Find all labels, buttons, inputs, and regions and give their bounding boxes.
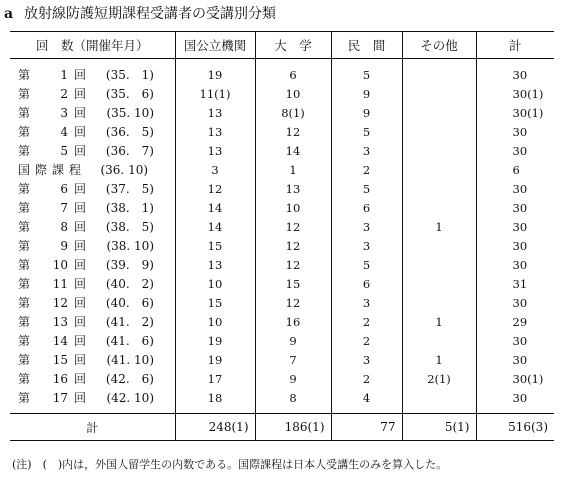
table-row bbox=[10, 59, 554, 85]
cell-total: 29 bbox=[476, 312, 554, 331]
header-national: 国公立機関 bbox=[175, 32, 255, 59]
round-number: 2 bbox=[60, 87, 68, 101]
round-ordinal-prefix: 第 bbox=[18, 296, 31, 310]
cell-university: 8 bbox=[255, 388, 331, 414]
table-row bbox=[10, 293, 554, 312]
round-ordinal-prefix: 第 bbox=[18, 277, 31, 291]
round-number: 9 bbox=[60, 239, 68, 253]
round-ordinal-prefix: 第 bbox=[18, 144, 31, 158]
cell-total: 31 bbox=[476, 274, 554, 293]
round-suffix: 回 bbox=[73, 334, 86, 348]
cell-university: 10 bbox=[255, 84, 331, 103]
round-cell bbox=[10, 350, 175, 369]
cell-other bbox=[402, 198, 476, 217]
cell-other: 1 bbox=[402, 312, 476, 331]
round-number: 14 bbox=[52, 334, 68, 348]
round-suffix: 回 bbox=[73, 106, 86, 120]
round-number: 11 bbox=[52, 277, 68, 291]
round-number: 10 bbox=[52, 258, 68, 272]
round-number: 17 bbox=[52, 391, 68, 405]
round-cell bbox=[10, 198, 175, 217]
cell-private: 9 bbox=[331, 84, 402, 103]
table-row bbox=[10, 388, 554, 414]
totals-total: 516(3) bbox=[476, 414, 554, 441]
totals-national: 248(1) bbox=[175, 414, 255, 441]
table-row bbox=[10, 331, 554, 350]
cell-university: 8(1) bbox=[255, 103, 331, 122]
cell-national: 19 bbox=[175, 59, 255, 85]
round-suffix: 回 bbox=[73, 201, 86, 215]
cell-private: 2 bbox=[331, 160, 402, 179]
cell-total: 30 bbox=[476, 236, 554, 255]
round-suffix: 回 bbox=[73, 277, 86, 291]
round-ordinal-prefix: 第 bbox=[18, 239, 31, 253]
round-date: (39. 9) bbox=[105, 258, 154, 272]
round-ordinal-prefix: 第 bbox=[18, 106, 31, 120]
round-ordinal-prefix: 第 bbox=[18, 68, 31, 82]
round-suffix: 回 bbox=[73, 239, 86, 253]
table-row bbox=[10, 312, 554, 331]
round-suffix: 回 bbox=[73, 296, 86, 310]
round-cell bbox=[10, 141, 175, 160]
cell-other bbox=[402, 255, 476, 274]
round-number: 16 bbox=[52, 372, 68, 386]
round-suffix: 回 bbox=[73, 353, 86, 367]
cell-total: 30 bbox=[476, 331, 554, 350]
cell-total: 30 bbox=[476, 179, 554, 198]
table-row bbox=[10, 255, 554, 274]
cell-other: 1 bbox=[402, 217, 476, 236]
round-date: (41. 2) bbox=[105, 315, 154, 329]
round-ordinal-prefix: 第 bbox=[18, 182, 31, 196]
cell-private: 2 bbox=[331, 331, 402, 350]
table-title-letter: a bbox=[4, 6, 14, 22]
table-title-text: 放射線防護短期課程受講者の受講別分類 bbox=[24, 6, 276, 22]
round-ordinal-prefix: 第 bbox=[18, 201, 31, 215]
round-cell bbox=[10, 255, 175, 274]
round-date: (36. 10) bbox=[100, 163, 149, 177]
round-cell bbox=[10, 293, 175, 312]
table-row bbox=[10, 274, 554, 293]
round-ordinal-prefix: 第 bbox=[18, 315, 31, 329]
round-cell bbox=[10, 331, 175, 350]
cell-university: 12 bbox=[255, 293, 331, 312]
cell-university: 12 bbox=[255, 255, 331, 274]
cell-total: 30 bbox=[476, 255, 554, 274]
table-row bbox=[10, 179, 554, 198]
cell-private: 5 bbox=[331, 179, 402, 198]
round-number: 4 bbox=[60, 125, 68, 139]
totals-other: 5(1) bbox=[402, 414, 476, 441]
header-total: 計 bbox=[476, 32, 554, 59]
table-row bbox=[10, 350, 554, 369]
round-ordinal-prefix: 第 bbox=[18, 220, 31, 234]
cell-private: 6 bbox=[331, 198, 402, 217]
round-date: (35. 10) bbox=[106, 106, 154, 120]
cell-other bbox=[402, 293, 476, 312]
cell-other bbox=[402, 84, 476, 103]
cell-total: 30 bbox=[476, 350, 554, 369]
cell-private: 5 bbox=[331, 255, 402, 274]
cell-private: 2 bbox=[331, 369, 402, 388]
cell-national: 13 bbox=[175, 103, 255, 122]
round-cell bbox=[10, 236, 175, 255]
cell-private: 3 bbox=[331, 141, 402, 160]
round-suffix: 回 bbox=[73, 220, 86, 234]
cell-university: 13 bbox=[255, 179, 331, 198]
round-ordinal-prefix: 第 bbox=[18, 258, 31, 272]
cell-national: 18 bbox=[175, 388, 255, 414]
cell-university: 7 bbox=[255, 350, 331, 369]
cell-other bbox=[402, 122, 476, 141]
header-university: 大 学 bbox=[255, 32, 331, 59]
table-row bbox=[10, 84, 554, 103]
round-cell bbox=[10, 179, 175, 198]
header-row bbox=[10, 32, 554, 59]
cell-other: 1 bbox=[402, 350, 476, 369]
cell-other bbox=[402, 331, 476, 350]
cell-private: 3 bbox=[331, 293, 402, 312]
table-row bbox=[10, 369, 554, 388]
round-date: (36. 5) bbox=[105, 125, 154, 139]
cell-total: 30(1) bbox=[476, 103, 554, 122]
trainee-classification-table bbox=[10, 31, 554, 441]
cell-private: 5 bbox=[331, 122, 402, 141]
cell-university: 16 bbox=[255, 312, 331, 331]
table-title bbox=[4, 2, 276, 26]
round-date: (36. 7) bbox=[105, 144, 154, 158]
round-number: 7 bbox=[60, 201, 68, 215]
round-cell bbox=[10, 369, 175, 388]
cell-other bbox=[402, 179, 476, 198]
header-round: 回 数（開催年月） bbox=[10, 32, 175, 59]
round-suffix: 回 bbox=[73, 87, 86, 101]
cell-university: 12 bbox=[255, 122, 331, 141]
round-ordinal-prefix: 第 bbox=[18, 125, 31, 139]
round-date: (38. 10) bbox=[106, 239, 154, 253]
table-row bbox=[10, 236, 554, 255]
cell-university: 14 bbox=[255, 141, 331, 160]
cell-private: 5 bbox=[331, 59, 402, 85]
round-ordinal-prefix: 第 bbox=[18, 391, 31, 405]
round-label: 国際課程 bbox=[18, 163, 87, 177]
round-ordinal-prefix: 第 bbox=[18, 372, 31, 386]
cell-other bbox=[402, 388, 476, 414]
cell-national: 3 bbox=[175, 160, 255, 179]
round-date: (35. 1) bbox=[105, 68, 154, 82]
cell-total: 30 bbox=[476, 388, 554, 414]
round-date: (38. 1) bbox=[105, 201, 154, 215]
round-number: 5 bbox=[60, 144, 68, 158]
round-number: 6 bbox=[60, 182, 68, 196]
cell-other bbox=[402, 103, 476, 122]
cell-national: 10 bbox=[175, 312, 255, 331]
round-date: (41. 10) bbox=[106, 353, 154, 367]
round-cell bbox=[10, 103, 175, 122]
cell-national: 14 bbox=[175, 217, 255, 236]
cell-other: 2(1) bbox=[402, 369, 476, 388]
cell-total: 30 bbox=[476, 141, 554, 160]
round-suffix: 回 bbox=[73, 258, 86, 272]
cell-university: 12 bbox=[255, 217, 331, 236]
round-suffix: 回 bbox=[73, 68, 86, 82]
round-cell bbox=[10, 274, 175, 293]
cell-total: 30(1) bbox=[476, 84, 554, 103]
round-date: (42. 10) bbox=[106, 391, 154, 405]
cell-private: 6 bbox=[331, 274, 402, 293]
table-row bbox=[10, 217, 554, 236]
round-cell bbox=[10, 312, 175, 331]
cell-university: 6 bbox=[255, 59, 331, 85]
cell-other bbox=[402, 274, 476, 293]
cell-national: 15 bbox=[175, 293, 255, 312]
round-number: 8 bbox=[60, 220, 68, 234]
table-row bbox=[10, 141, 554, 160]
cell-private: 3 bbox=[331, 217, 402, 236]
round-suffix: 回 bbox=[73, 125, 86, 139]
cell-private: 3 bbox=[331, 236, 402, 255]
table-body bbox=[10, 59, 554, 414]
cell-other bbox=[402, 59, 476, 85]
round-number: 3 bbox=[60, 106, 68, 120]
round-ordinal-prefix: 第 bbox=[18, 334, 31, 348]
cell-private: 2 bbox=[331, 312, 402, 331]
round-date: (40. 2) bbox=[105, 277, 154, 291]
round-date: (42. 6) bbox=[105, 372, 154, 386]
cell-national: 10 bbox=[175, 274, 255, 293]
cell-national: 13 bbox=[175, 122, 255, 141]
round-suffix: 回 bbox=[73, 182, 86, 196]
cell-total: 30 bbox=[476, 198, 554, 217]
round-date: (38. 5) bbox=[105, 220, 154, 234]
round-suffix: 回 bbox=[73, 144, 86, 158]
cell-private: 4 bbox=[331, 388, 402, 414]
cell-national: 12 bbox=[175, 179, 255, 198]
cell-national: 11(1) bbox=[175, 84, 255, 103]
cell-other bbox=[402, 236, 476, 255]
round-cell bbox=[10, 84, 175, 103]
table-row bbox=[10, 103, 554, 122]
cell-national: 19 bbox=[175, 350, 255, 369]
round-ordinal-prefix: 第 bbox=[18, 87, 31, 101]
round-cell bbox=[10, 122, 175, 141]
cell-national: 13 bbox=[175, 141, 255, 160]
cell-total: 30 bbox=[476, 217, 554, 236]
header-private: 民 間 bbox=[331, 32, 402, 59]
cell-private: 9 bbox=[331, 103, 402, 122]
cell-national: 19 bbox=[175, 331, 255, 350]
round-cell bbox=[10, 217, 175, 236]
cell-university: 9 bbox=[255, 369, 331, 388]
cell-national: 14 bbox=[175, 198, 255, 217]
round-suffix: 回 bbox=[73, 315, 86, 329]
round-date: (35. 6) bbox=[105, 87, 154, 101]
cell-total: 30(1) bbox=[476, 369, 554, 388]
table-row bbox=[10, 160, 554, 179]
round-suffix: 回 bbox=[73, 391, 86, 405]
cell-university: 1 bbox=[255, 160, 331, 179]
round-date: (40. 6) bbox=[105, 296, 154, 310]
totals-row bbox=[10, 414, 554, 441]
cell-university: 10 bbox=[255, 198, 331, 217]
cell-total: 30 bbox=[476, 293, 554, 312]
round-number: 12 bbox=[52, 296, 68, 310]
cell-national: 13 bbox=[175, 255, 255, 274]
table-row bbox=[10, 122, 554, 141]
cell-total: 6 bbox=[476, 160, 554, 179]
cell-total: 30 bbox=[476, 122, 554, 141]
cell-private: 3 bbox=[331, 350, 402, 369]
round-ordinal-prefix: 第 bbox=[18, 353, 31, 367]
round-cell bbox=[10, 59, 175, 85]
table-row bbox=[10, 198, 554, 217]
cell-university: 15 bbox=[255, 274, 331, 293]
header-other: その他 bbox=[402, 32, 476, 59]
cell-national: 15 bbox=[175, 236, 255, 255]
cell-university: 12 bbox=[255, 236, 331, 255]
cell-total: 30 bbox=[476, 59, 554, 85]
round-number: 1 bbox=[60, 68, 68, 82]
round-suffix: 回 bbox=[73, 372, 86, 386]
cell-other bbox=[402, 160, 476, 179]
round-number: 13 bbox=[52, 315, 68, 329]
round-cell bbox=[10, 160, 175, 179]
totals-label: 計 bbox=[10, 414, 175, 441]
round-cell bbox=[10, 388, 175, 414]
cell-national: 17 bbox=[175, 369, 255, 388]
totals-university: 186(1) bbox=[255, 414, 331, 441]
cell-other bbox=[402, 141, 476, 160]
footnote: (注) ( )内は，外国人留学生の内数である。国際課程は日本人受講生のみを算入した。 bbox=[12, 458, 448, 471]
round-number: 15 bbox=[52, 353, 68, 367]
totals-private: 77 bbox=[331, 414, 402, 441]
round-date: (41. 6) bbox=[105, 334, 154, 348]
cell-university: 9 bbox=[255, 331, 331, 350]
round-date: (37. 5) bbox=[105, 182, 154, 196]
